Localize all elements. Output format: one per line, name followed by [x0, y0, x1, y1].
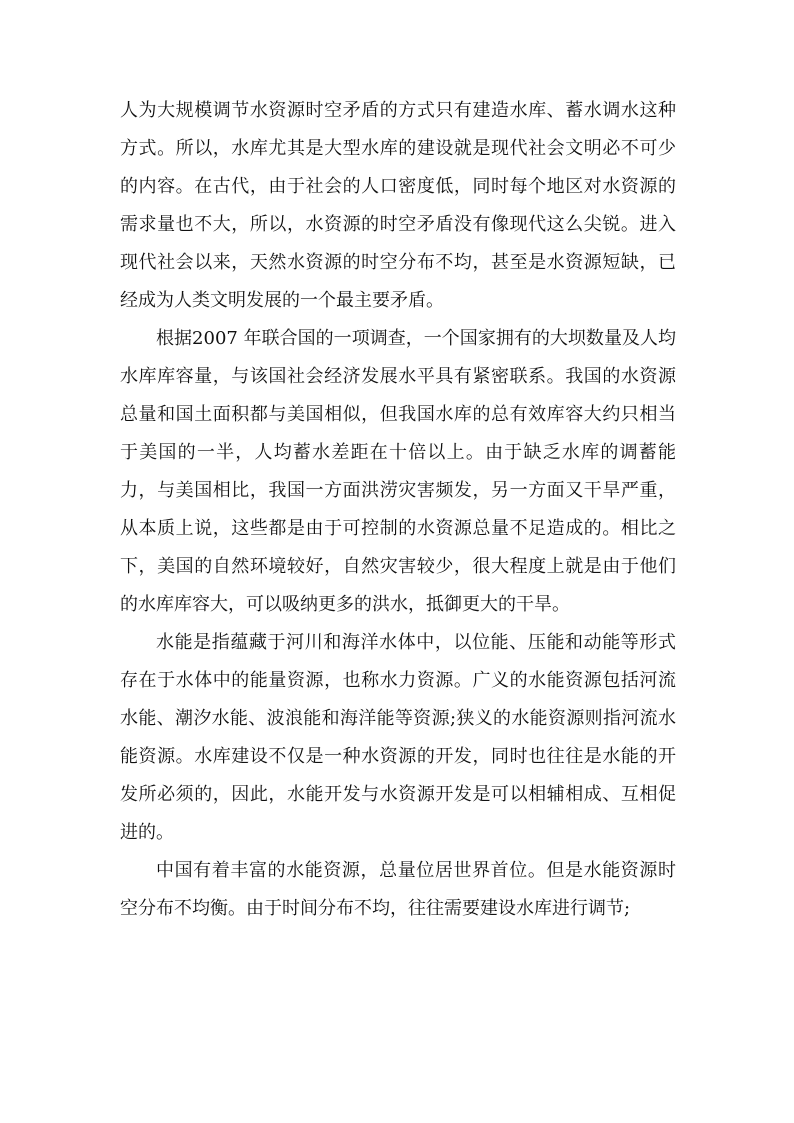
paragraph-hydropower-definition: 水能是指蕴藏于河川和海洋水体中，以位能、压能和动能等形式存在于水体中的能量资源，也称水力资源。广义的水能资源包括河流水能、潮汐水能、波浪能和海洋能等资源;狭义的水能资源则指河流水能资源。水库建设不仅是一种水资源的开发，同时也往往是水能的开发所必须的，因此，水能开发与水资源开发是可以相辅相成、互相促进的。 — [120, 632, 676, 843]
paragraph-china-hydropower: 中国有着丰富的水能资源，总量位居世界首位。但是水能资源时空分布不均衡。由于时间分布不均，往往需要建设水库进行调节; — [120, 860, 676, 919]
paragraph-un-survey: 根据2007 年联合国的一项调查，一个国家拥有的大坝数量及人均水库库容量，与该国社会经济发展水平具有紧密联系。我国的水资源总量和国土面积都与美国相似，但我国水库的总有效库容大约只相当于美国的一半，人均蓄水差距在十倍以上。由于缺乏水库的调蓄能力，与美国相比，我国一方面洪涝灾害频发，另一方面又干旱严重，从本质上说，这些都是由于可控制的水资源总量不足造成的。相比之下，美国的自然环境较好，自然灾害较少，很大程度上就是由于他们的水库库容大，可以吸纳更多的洪水，抵御更大的干旱。 — [120, 328, 676, 615]
body-text — [120, 92, 676, 928]
paragraph-continued: 人为大规模调节水资源时空矛盾的方式只有建造水库、蓄水调水这种方式。所以，水库尤其是大型水库的建设就是现代社会文明必不可少的内容。在古代，由于社会的人口密度低，同时每个地区对水资源的需求量也不大，所以，水资源的时空矛盾没有像现代这么尖锐。进入现代社会以来，天然水资源的时空分布不均，甚至是水资源短缺，已经成为人类文明发展的一个最主要矛盾。 — [120, 100, 676, 311]
